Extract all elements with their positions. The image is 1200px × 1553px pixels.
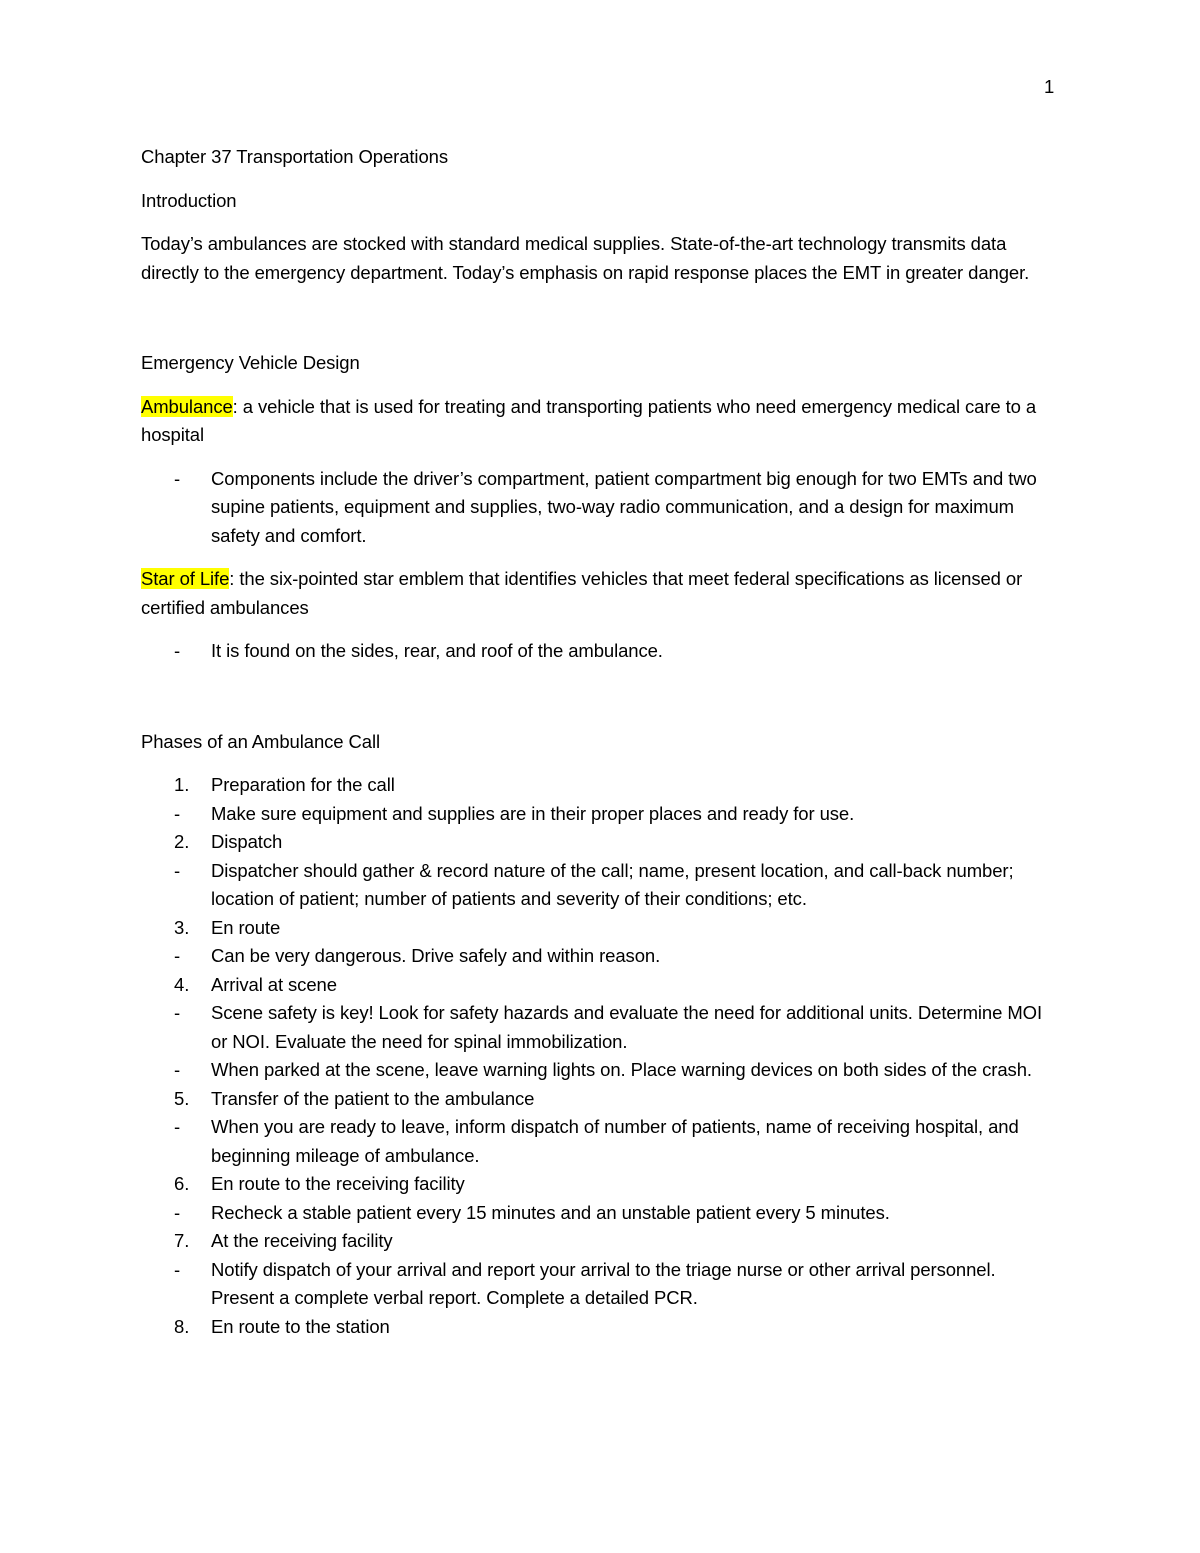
list-marker: 5. [174, 1087, 190, 1109]
list-item [141, 1199, 1061, 1228]
list-item-text: Make sure equipment and supplies are in their proper places and ready for use. [211, 802, 855, 824]
list-item [141, 999, 1061, 1056]
list-item-text: When you are ready to leave, inform dispatch of number of patients, name of receiving hospital, and beginning mileage of ambulance. [211, 1116, 1019, 1166]
list-item-text: Preparation for the call [211, 774, 395, 795]
section-spacer [141, 681, 1061, 728]
list-item [141, 1113, 1061, 1170]
list-item [141, 857, 1061, 914]
dash-marker: - [174, 467, 181, 489]
list-item-text: Dispatch [211, 831, 283, 852]
design-heading: Emergency Vehicle Design [141, 352, 360, 373]
chapter-title: Chapter 37 Transportation Operations [141, 146, 448, 167]
list-item [141, 800, 1061, 829]
list-item-text: Recheck a stable patient every 15 minutes and an unstable patient every 5 minutes. [211, 1201, 890, 1223]
ambulance-bullets [141, 465, 1061, 551]
star-of-life-definition-text: : the six-pointed star emblem that identifies vehicles that meet federal specifications as licensed or certified ambulances [141, 568, 1023, 618]
list-marker: - [174, 1201, 181, 1223]
list-item-text: Dispatcher should gather & record nature of the call; name, present location, and call-back number; location of patient; number of patients and severity of their conditions; etc. [211, 859, 1014, 909]
section-spacer [141, 302, 1061, 349]
list-item [141, 914, 1061, 943]
list-item-text: En route to the receiving facility [211, 1173, 465, 1194]
list-item-text: En route [211, 916, 281, 938]
list-item-text: Can be very dangerous. Drive safely and within reason. [211, 945, 661, 966]
list-item [141, 1313, 1061, 1342]
ambulance-definition [141, 393, 1061, 450]
list-item [141, 828, 1061, 857]
list-item [141, 1056, 1061, 1085]
intro-heading: Introduction [141, 189, 237, 211]
ambulance-bullet-text: Components include the driver’s compartment, patient compartment big enough for two EMTs and two supine patients, equipment and supplies, two-way radio communication, and a design for maximum safety and comfort. [211, 467, 1037, 546]
list-marker: - [174, 859, 181, 881]
list-marker: 8. [174, 1315, 190, 1337]
list-item-text: Transfer of the patient to the ambulance [211, 1087, 535, 1109]
list-marker: - [174, 1002, 181, 1023]
list-item [141, 637, 1061, 666]
list-marker: 6. [174, 1173, 190, 1194]
list-item-text: At the receiving facility [211, 1230, 393, 1251]
star-of-life-definition [141, 565, 1061, 622]
document-body [141, 143, 1061, 1341]
list-marker: - [174, 1116, 181, 1137]
list-marker: 7. [174, 1230, 190, 1251]
list-item [141, 942, 1061, 971]
ambulance-definition-text: : a vehicle that is used for treating and transporting patients who need emergency medical care to a hospital [141, 395, 1037, 445]
list-marker: - [174, 802, 181, 824]
ambulance-term-highlight: Ambulance [141, 395, 233, 417]
list-item [141, 1085, 1061, 1114]
list-marker: 2. [174, 831, 190, 852]
list-item [141, 971, 1061, 1000]
list-marker: 4. [174, 973, 190, 995]
list-item-text: When parked at the scene, leave warning lights on. Place warning devices on both sides of the crash. [211, 1059, 1032, 1080]
list-item [141, 771, 1061, 800]
list-item-text: Scene safety is key! Look for safety hazards and evaluate the need for additional units. Determine MOI or NOI. Evaluate the need for spinal immobilization. [211, 1002, 1042, 1052]
list-marker: 3. [174, 916, 190, 938]
dash-marker: - [174, 640, 181, 661]
list-item [141, 1256, 1061, 1313]
list-item [141, 465, 1061, 551]
list-marker: - [174, 945, 181, 966]
list-marker: - [174, 1258, 181, 1280]
list-item-text: En route to the station [211, 1315, 390, 1337]
star-of-life-bullets [141, 637, 1061, 666]
phases-heading: Phases of an Ambulance Call [141, 730, 380, 752]
list-item [141, 1227, 1061, 1256]
list-marker: 1. [174, 774, 190, 795]
intro-paragraph: Today’s ambulances are stocked with standard medical supplies. State-of-the-art technology transmits data directly to the emergency department. Today’s emphasis on rapid response places the EMT in greater danger. [141, 233, 1030, 283]
list-item-text: Notify dispatch of your arrival and report your arrival to the triage nurse or other arrival personnel. Present a complete verbal report. Complete a detailed PCR. [211, 1258, 996, 1308]
star-of-life-term-highlight: Star of Life [141, 568, 230, 589]
list-marker: - [174, 1059, 181, 1080]
star-of-life-bullet-text: It is found on the sides, rear, and roof of the ambulance. [211, 640, 663, 661]
phases-list [141, 771, 1061, 1341]
list-item-text: Arrival at scene [211, 973, 337, 995]
page-number: 1 [1044, 76, 1055, 97]
list-item [141, 1170, 1061, 1199]
